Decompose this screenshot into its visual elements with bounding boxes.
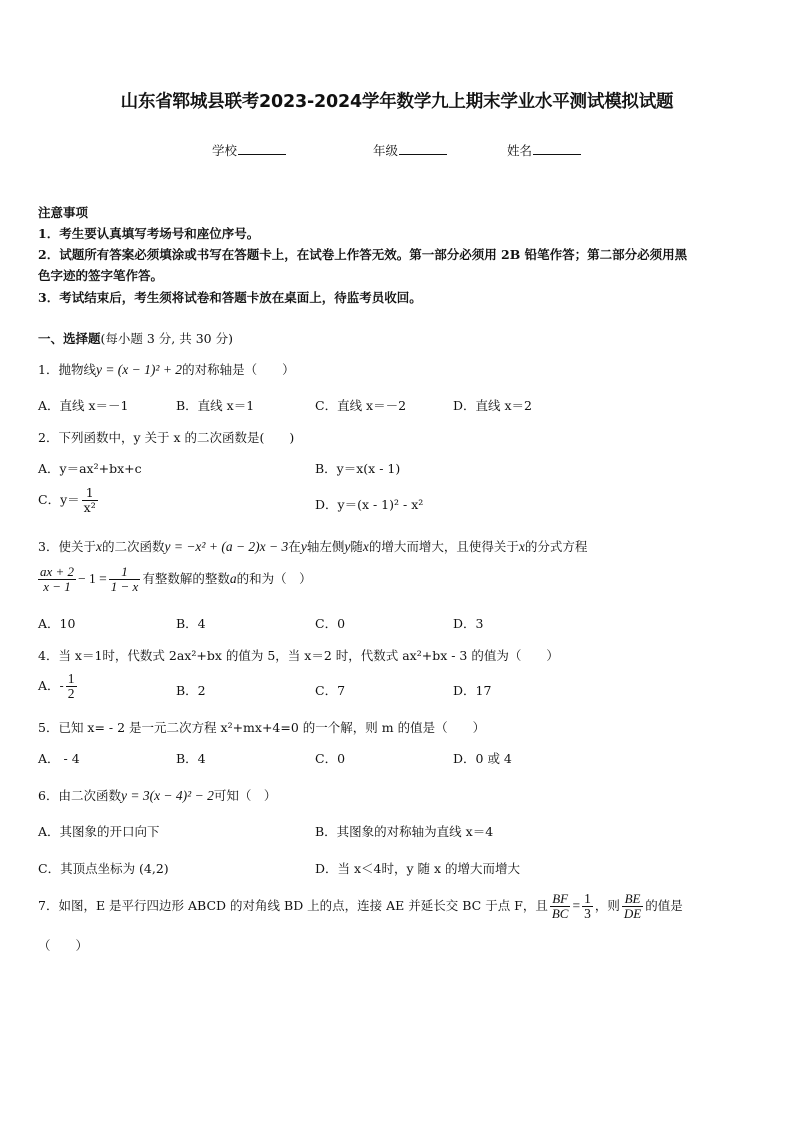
q3-minus: − 1 =: [78, 571, 107, 586]
q7-mid: ，则: [594, 898, 620, 913]
q1-formula: y = (x − 1)² + 2: [95, 362, 183, 377]
name-label: 姓名: [507, 143, 533, 158]
q7-pre: 7．如图，E 是平行四边形 ABCD 的对角线 BD 上的点，连接 AE 并延长交 BC 于点 F，且: [38, 898, 548, 913]
question-2: 2．下列函数中，y 关于 x 的二次函数是( ): [38, 430, 295, 445]
q3-mid3: 轴左侧: [306, 539, 345, 554]
q7-f3-den: DE: [623, 906, 642, 921]
page-title: 山东省郓城县联考2023-2024学年数学九上期末学业水平测试模拟试题: [120, 92, 674, 112]
q3-fraction-2: [109, 565, 141, 594]
q3-mid5: 的增大而增大，且使得关于: [368, 539, 519, 554]
q1-post: 的对称轴是（ ）: [182, 362, 295, 377]
q7-fraction-2: [582, 892, 593, 921]
notes-item-2: 2．试题所有答案必须填涂或书写在答题卡上，在试卷上作答无效。第一部分必须用 2B 铅笔作答；第二部分必须用黑: [38, 247, 688, 262]
q3-var-x2: x: [362, 539, 369, 554]
q5-option-c[interactable]: C．0: [315, 751, 346, 766]
q3-pre: 3．使关于: [38, 539, 96, 554]
question-7: [38, 892, 683, 921]
q7-eq: =: [572, 898, 581, 913]
notes-heading: 注意事项: [38, 205, 89, 220]
q1-option-c[interactable]: C．直线 x＝－2: [315, 398, 407, 413]
q1-option-a[interactable]: A．直线 x＝－1: [38, 398, 129, 413]
q3-f2-den: 1 − x: [110, 579, 139, 594]
question-1: [38, 360, 295, 378]
q4-a-den: 2: [67, 686, 75, 701]
grade-label: 年级: [373, 143, 399, 158]
notes-item-3: 3．考试结束后，考生须将试卷和答题卡放在桌面上，待监考员收回。: [38, 290, 422, 305]
q3-var-x3: x: [518, 539, 525, 554]
q7-f2-num: 1: [584, 891, 591, 906]
q1-pre: 1．抛物线: [38, 362, 96, 377]
q4-a-num: 1: [67, 671, 75, 686]
q3-mid6: 的分式方程: [524, 539, 588, 554]
q4-option-c[interactable]: C．7: [315, 683, 346, 698]
school-field[interactable]: [212, 141, 286, 159]
q7-answer-paren: （ ）: [38, 938, 89, 953]
question-6: [38, 786, 276, 804]
q3-option-d[interactable]: D．3: [453, 616, 484, 631]
q3-mid2: 在: [288, 539, 301, 554]
q4-option-d[interactable]: D．17: [453, 683, 492, 698]
q6-formula: y = 3(x − 4)² − 2: [120, 788, 214, 803]
q3-option-a[interactable]: A．10: [38, 616, 76, 631]
q7-fraction-3: [622, 892, 643, 921]
q3-mid4: 随: [350, 539, 363, 554]
q3-var-a: a: [229, 571, 237, 586]
q4-a-fraction: [66, 672, 77, 701]
q6-pre: 6．由二次函数: [38, 788, 121, 803]
section-1-title: 一、选择题: [38, 331, 101, 346]
q5-option-d[interactable]: D．0 或 4: [453, 751, 512, 766]
q4-option-b[interactable]: B．2: [176, 683, 206, 698]
q3-f1-num: ax + 2: [40, 564, 75, 579]
grade-field[interactable]: [373, 141, 447, 159]
school-blank[interactable]: [238, 142, 286, 155]
grade-blank[interactable]: [399, 142, 447, 155]
q7-f3-num: BE: [622, 892, 643, 907]
q4-a-label: A．-: [38, 678, 64, 693]
q3-var-y: y: [300, 539, 307, 554]
q2-c-den: x²: [83, 500, 96, 515]
q2-c-label: C．y＝: [38, 492, 80, 507]
q6-post: 可知（ ）: [213, 788, 277, 803]
q1-option-b[interactable]: B．直线 x＝1: [176, 398, 255, 413]
section-1-heading: [38, 329, 233, 347]
question-3-line-1: [38, 537, 587, 555]
q3-option-b[interactable]: B．4: [176, 616, 206, 631]
q3-var-y2: y: [344, 539, 351, 554]
q3-f1-den: x − 1: [43, 579, 71, 594]
q3-option-c[interactable]: C．0: [315, 616, 346, 631]
q3-end: 的和为（ ）: [236, 571, 312, 586]
name-field[interactable]: [507, 141, 581, 159]
q3-var-x: x: [95, 539, 102, 554]
q6-option-c[interactable]: C．其顶点坐标为 (4,2): [38, 861, 169, 876]
q3-post: 有整数解的整数: [142, 571, 230, 586]
q7-f1-den: BC: [551, 906, 569, 921]
q2-option-a[interactable]: A．y＝ax²+bx+c: [38, 461, 142, 476]
q6-option-b[interactable]: B．其图象的对称轴为直线 x＝4: [315, 824, 494, 839]
q6-option-d[interactable]: D．当 x＜4时，y 随 x 的增大而增大: [315, 861, 521, 876]
q5-option-b[interactable]: B．4: [176, 751, 206, 766]
q7-fraction-1: [550, 892, 571, 921]
notes-item-1: 1．考生要认真填写考场号和座位序号。: [38, 226, 260, 241]
q4-option-a[interactable]: [38, 672, 79, 701]
question-5: 5．已知 x= - 2 是一元二次方程 x²+mx+4=0 的一个解，则 m 的值是（ ）: [38, 720, 486, 735]
q7-post: 的值是: [645, 898, 683, 913]
school-label: 学校: [212, 143, 238, 158]
question-3-line-2: [36, 565, 312, 594]
q7-f1-num: BF: [550, 892, 571, 907]
q3-fraction-1: [38, 565, 76, 594]
q3-mid1: 的二次函数: [101, 539, 165, 554]
q2-option-c[interactable]: [38, 486, 100, 515]
q2-c-num: 1: [82, 486, 98, 501]
q3-formula: y = −x² + (a − 2)x − 3: [164, 539, 289, 554]
q2-c-fraction: [82, 486, 98, 515]
q2-option-d[interactable]: D．y＝(x - 1)² - x²: [315, 497, 424, 512]
q1-option-d[interactable]: D．直线 x＝2: [453, 398, 532, 413]
q5-option-a[interactable]: A． - 4: [38, 751, 80, 766]
section-1-score: (每小题 3 分, 共 30 分): [100, 331, 233, 346]
q6-option-a[interactable]: A．其图象的开口向下: [38, 824, 160, 839]
q7-f2-den: 3: [584, 906, 591, 921]
name-blank[interactable]: [533, 142, 581, 155]
q2-option-b[interactable]: B．y＝x(x - 1): [315, 461, 401, 476]
question-4: 4．当 x＝1时，代数式 2ax²+bx 的值为 5，当 x＝2 时，代数式 ax²+bx - 3 的值为（ ）: [38, 648, 559, 663]
q3-f2-num: 1: [109, 565, 141, 580]
notes-item-2-cont: 色字迹的签字笔作答。: [38, 268, 164, 283]
